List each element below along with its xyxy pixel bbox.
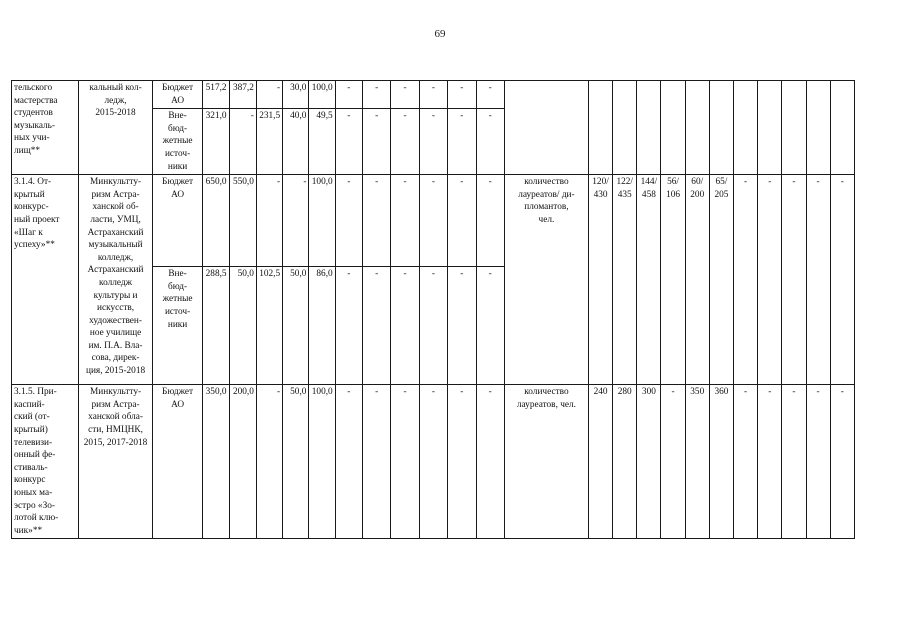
amount-year-dash: - [419,267,447,385]
target-value-text: 120/ 430 [592,177,609,200]
amount-year-2016: - [256,175,282,267]
amount-year-2016: 231,5 [256,109,282,175]
indicator-text: количество лауреатов, чел. [516,387,576,410]
executor-cell [79,175,153,385]
target-value [830,81,854,175]
amount-year-dash: - [391,385,419,539]
amount-year-2018: 100,0 [309,175,335,267]
target-value-text: 65/ 205 [714,177,729,200]
executor-text: Минкультту- ризм Астра- ханской обла- сти, НМЦНК, 2015, 2017-2018 [83,387,148,448]
indicator-text: количество лауреатов/ ди- пломантов, чел. [518,177,575,225]
target-value [685,175,709,385]
target-value: - [734,175,758,385]
amount-year-dash: - [448,175,476,267]
amount-year-2018: 100,0 [309,81,335,109]
amount-year-2017: 50,0 [283,385,309,539]
amount-year-dash: - [476,385,504,539]
amount-year-dash: - [363,175,391,267]
target-value-text: 56/ 106 [666,177,681,200]
target-value [758,81,782,175]
program-table [11,80,855,539]
target-value: - [782,175,806,385]
target-value: - [806,385,830,539]
project-name: 3.1.5. При- каспий- ский (от- крытый) телевизи- онный фе- стиваль- конкурс юных ма- эстро «Зо- лотой клю- чик»** [14,387,59,536]
amount-year-dash: - [391,175,419,267]
amount-year-dash: - [335,175,362,267]
amount-total: 350,0 [203,385,229,539]
amount-year-dash: - [419,81,447,109]
target-value [661,81,685,175]
amount-year-2016: - [256,385,282,539]
target-value: - [661,385,685,539]
amount-year-dash: - [448,109,476,175]
amount-year-dash: - [363,385,391,539]
target-value [782,81,806,175]
amount-total: 650,0 [203,175,229,267]
amount-year-dash: - [419,109,447,175]
amount-year-dash: - [448,81,476,109]
page-number: 69 [434,28,446,40]
amount-year-dash: - [335,109,362,175]
target-value: 240 [588,385,612,539]
indicator-cell [504,175,588,385]
target-value-text: 60/ 200 [690,177,705,200]
amount-year-dash: - [476,81,504,109]
amount-year-dash: - [448,267,476,385]
amount-year-2018: 100,0 [309,385,335,539]
funding-source: Бюджет АО [162,83,194,106]
amount-total: 321,0 [203,109,229,175]
amount-year-dash: - [363,81,391,109]
target-value-text: 144/ 458 [640,177,658,200]
funding-source-cell [152,109,202,175]
executor-text: кальный кол- ледж, 2015-2018 [89,83,142,119]
amount-year-2018: 49,5 [309,109,335,175]
target-value: - [734,385,758,539]
indicator-cell [504,385,588,539]
amount-year-2015: 550,0 [229,175,256,267]
indicator-cell [504,81,588,175]
funding-source-cell [152,175,202,267]
target-value: - [758,385,782,539]
amount-year-2015: - [229,109,256,175]
target-value: - [782,385,806,539]
amount-total: 517,2 [203,81,229,109]
amount-year-dash: - [476,267,504,385]
target-value [661,175,685,385]
target-value: 360 [709,385,733,539]
target-value [709,81,733,175]
funding-source: Бюджет АО [162,177,194,200]
amount-total: 288,5 [203,267,229,385]
target-value: - [830,175,854,385]
target-value: - [758,175,782,385]
target-value [613,81,637,175]
funding-source-cell [152,81,202,109]
amount-year-2015: 50,0 [229,267,256,385]
funding-source-cell [152,267,202,385]
target-value [613,175,637,385]
target-value: 280 [613,385,637,539]
target-value [734,81,758,175]
executor-cell [79,81,153,175]
amount-year-dash: - [391,267,419,385]
amount-year-dash: - [476,175,504,267]
amount-year-dash: - [363,109,391,175]
amount-year-dash: - [391,81,419,109]
project-name-cell [12,385,79,539]
project-name: 3.1.4. От- крытый конкурс- ный проект «Шаг к успеху»** [14,177,60,251]
target-value: 350 [685,385,709,539]
executor-text: Минкультту- ризм Астра- ханской об- ласти, УМЦ, Астраханский музыкальный колледж, Астраханский колледж культуры и искусств, художествен- ное училище им. П.А. Вла- сова, дирек- ция, 2015-2018 [85,177,146,377]
target-value [637,175,661,385]
project-name: тельского мастерства студентов музыкаль- ных учи- лищ** [14,83,58,156]
amount-year-dash: - [448,385,476,539]
amount-year-2015: 200,0 [229,385,256,539]
funding-source: Вне- бюд- жетные источ- ники [162,111,193,172]
amount-year-dash: - [335,267,362,385]
amount-year-dash: - [419,385,447,539]
target-value: - [806,175,830,385]
amount-year-dash: - [335,385,362,539]
funding-source-cell [152,385,202,539]
target-value: - [830,385,854,539]
amount-year-dash: - [391,109,419,175]
amount-year-2017: 30,0 [283,81,309,109]
amount-year-dash: - [335,81,362,109]
amount-year-2017: 50,0 [283,267,309,385]
amount-year-2016: 102,5 [256,267,282,385]
amount-year-2017: 40,0 [283,109,309,175]
target-value [806,81,830,175]
target-value [709,175,733,385]
amount-year-dash: - [476,109,504,175]
target-value: 300 [637,385,661,539]
target-value [588,175,612,385]
funding-source: Вне- бюд- жетные источ- ники [162,269,193,330]
target-value [685,81,709,175]
target-value-text: 122/ 435 [616,177,633,200]
amount-year-2016: - [256,81,282,109]
amount-year-2015: 387,2 [229,81,256,109]
target-value [637,81,661,175]
funding-source: Бюджет АО [162,387,194,410]
amount-year-dash: - [363,267,391,385]
project-name-cell [12,175,79,385]
amount-year-2017: - [283,175,309,267]
executor-cell [79,385,153,539]
project-name-cell [12,81,79,175]
amount-year-dash: - [419,175,447,267]
target-value [588,81,612,175]
amount-year-2018: 86,0 [309,267,335,385]
